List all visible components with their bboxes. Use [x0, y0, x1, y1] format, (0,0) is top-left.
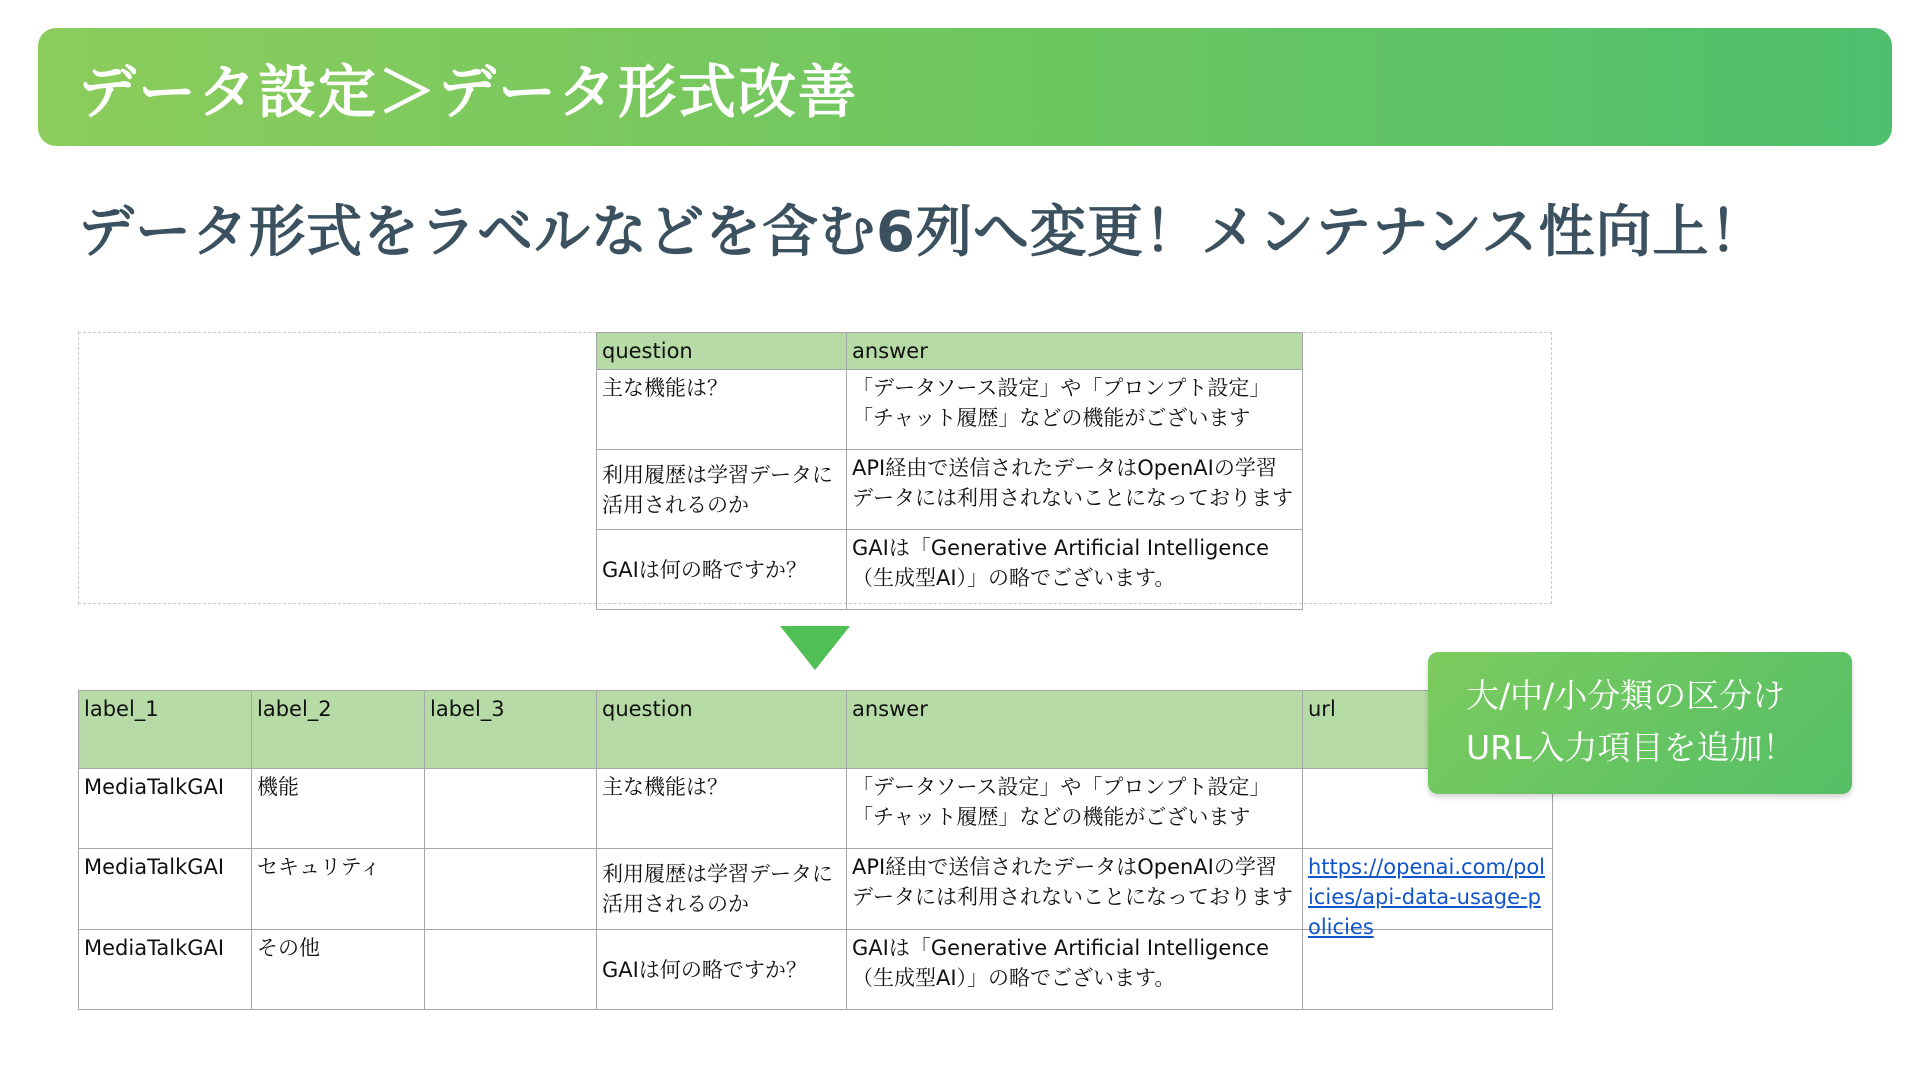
label-1-cell — [79, 930, 252, 1010]
cell-text: GAIは「Generative Artificial Intelligence（生成型AI）」の略でございます。 — [852, 936, 1270, 990]
page-title: データ設定＞データ形式改善 — [78, 58, 859, 126]
table-header-row — [597, 333, 1303, 370]
cell-text: 利用履歴は学習データに活用されるのか — [602, 462, 833, 517]
table-row — [79, 849, 1553, 930]
url-link[interactable]: https://openai.com/policies/api-data-usage-policies — [1308, 855, 1545, 939]
column-header-answer: answer — [847, 333, 1303, 370]
callout-line-1: 大/中/小分類の区分け — [1466, 676, 1786, 715]
label-3-cell — [425, 930, 597, 1010]
cell-text: 「データソース設定」や「プロンプト設定」「チャット履歴」などの機能がございます — [852, 775, 1271, 829]
question-cell — [597, 930, 847, 1010]
url-cell — [1303, 849, 1553, 939]
cell-text: MediaTalkGAI — [84, 775, 225, 799]
answer-cell — [847, 769, 1303, 849]
callout-box — [1428, 652, 1852, 794]
table-row — [597, 530, 1303, 610]
answer-cell — [847, 530, 1303, 610]
label-3-cell — [425, 849, 597, 930]
cell-text: GAIは何の略ですか？ — [602, 557, 807, 582]
cell-text: その他 — [257, 936, 320, 960]
table-row — [79, 769, 1553, 849]
question-cell — [597, 370, 847, 450]
column-header-question: question — [597, 333, 847, 370]
header-bar — [38, 28, 1892, 146]
cell-text: セキュリティ — [257, 855, 381, 879]
column-header-label-1: label_1 — [79, 691, 252, 769]
column-header-label-3: label_3 — [425, 691, 597, 769]
cell-text: GAIは何の略ですか？ — [602, 957, 807, 982]
answer-cell — [847, 370, 1303, 450]
cell-text: API経由で送信されたデータはOpenAIの学習データには利用されないことになっております — [852, 456, 1293, 510]
column-header-url: url — [1303, 691, 1553, 769]
table-header-row — [79, 691, 1553, 769]
cell-text: 「データソース設定」や「プロンプト設定」「チャット履歴」などの機能がございます — [852, 376, 1271, 430]
callout-line-2: URL入力項目を追加！ — [1466, 728, 1796, 767]
cell-text: GAIは「Generative Artificial Intelligence（生成型AI）」の略でございます。 — [852, 536, 1270, 590]
column-header-question: question — [597, 691, 847, 769]
cell-text: 機能 — [257, 775, 299, 799]
column-header-answer: answer — [847, 691, 1303, 769]
down-arrow-icon — [780, 626, 850, 670]
cell-text: 利用履歴は学習データに活用されるのか — [602, 862, 833, 916]
new-format-table — [78, 690, 1553, 1010]
column-header-label-2: label_2 — [252, 691, 425, 769]
label-2-cell — [252, 769, 425, 849]
cell-text: 主な機能は？ — [602, 775, 728, 799]
question-cell — [597, 530, 847, 610]
table-row — [597, 450, 1303, 530]
label-1-cell — [79, 769, 252, 849]
label-1-cell — [79, 849, 252, 930]
answer-cell — [847, 849, 1303, 930]
label-2-cell — [252, 849, 425, 930]
table-row — [597, 370, 1303, 450]
question-cell — [597, 769, 847, 849]
question-cell — [597, 849, 847, 930]
cell-text: 主な機能は？ — [602, 376, 728, 400]
cell-text: MediaTalkGAI — [84, 936, 225, 960]
answer-cell — [847, 930, 1303, 1010]
cell-text: API経由で送信されたデータはOpenAIの学習データには利用されないことになっております — [852, 855, 1293, 909]
cell-text: MediaTalkGAI — [84, 855, 225, 879]
question-cell — [597, 450, 847, 530]
old-format-table — [596, 332, 1303, 610]
slide-subtitle: データ形式をラベルなどを含む6列へ変更！メンテナンス性向上！ — [78, 200, 1767, 265]
answer-cell — [847, 450, 1303, 530]
label-2-cell — [252, 930, 425, 1010]
label-3-cell — [425, 769, 597, 849]
